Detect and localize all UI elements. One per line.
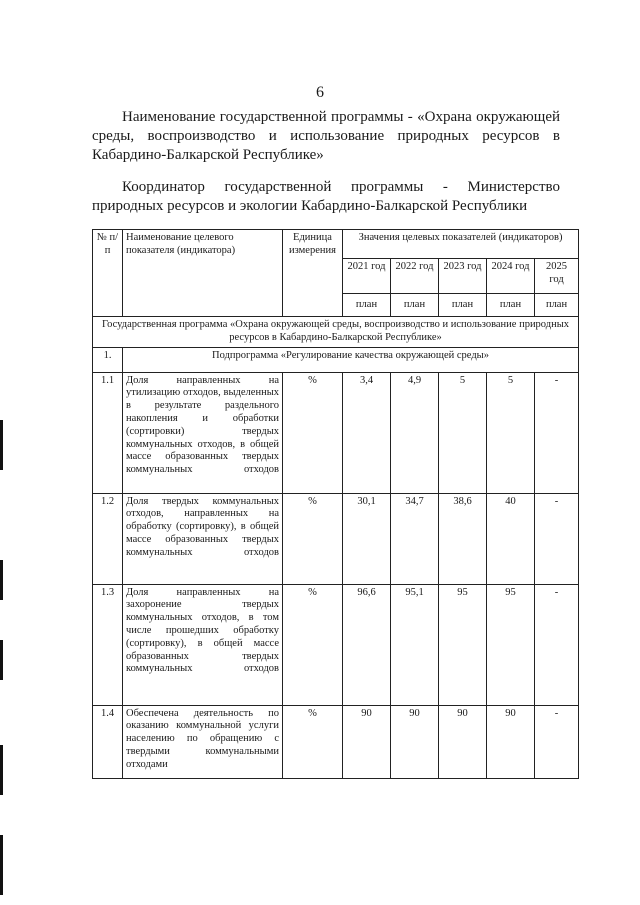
unit-cell: %	[283, 372, 343, 493]
subprogram-num: 1.	[93, 347, 123, 372]
scan-margin-mark	[0, 420, 3, 470]
header-year: 2025 год	[535, 259, 579, 294]
header-plan: план	[343, 294, 391, 317]
indicators-table	[92, 229, 579, 779]
table-row	[93, 705, 579, 778]
value-cell: 96,6	[343, 584, 391, 705]
program-row	[93, 317, 579, 348]
value-cell: -	[535, 372, 579, 493]
header-num: № п/п	[93, 230, 123, 317]
value-cell: 90	[391, 705, 439, 778]
scan-margin-mark	[0, 640, 3, 680]
table-row	[93, 372, 579, 493]
value-cell: 34,7	[391, 493, 439, 584]
row-num: 1.4	[93, 705, 123, 778]
unit-cell: %	[283, 493, 343, 584]
row-num: 1.1	[93, 372, 123, 493]
header-plan: план	[391, 294, 439, 317]
value-cell: -	[535, 584, 579, 705]
scan-margin-mark	[0, 560, 3, 600]
program-title: Государственная программа «Охрана окружающей среды, воспроизводство и использование природных ресурсов в Кабардино-Балкарской Республике»	[93, 317, 579, 348]
unit-cell: %	[283, 705, 343, 778]
value-cell: 38,6	[439, 493, 487, 584]
header-plan: план	[439, 294, 487, 317]
header-year: 2022 год	[391, 259, 439, 294]
table-row	[93, 493, 579, 584]
indicator-name: Обеспечена деятельность по оказанию коммунальной услуги населению по обращению с твердыми коммунальными отходами	[123, 705, 283, 778]
header-values: Значения целевых показателей (индикаторов)	[343, 230, 579, 259]
header-year: 2024 год	[487, 259, 535, 294]
header-year: 2021 год	[343, 259, 391, 294]
header-plan: план	[487, 294, 535, 317]
header-year: 2023 год	[439, 259, 487, 294]
subprogram-row	[93, 347, 579, 372]
unit-cell: %	[283, 584, 343, 705]
value-cell: 95	[439, 584, 487, 705]
value-cell: 4,9	[391, 372, 439, 493]
value-cell: 95	[487, 584, 535, 705]
coordinator-paragraph: Координатор государственной программы - Министерство природных ресурсов и экологии Кабардино-Балкарской Республики	[92, 179, 560, 214]
header-name: Наименование целевого показателя (индикатора)	[123, 230, 283, 317]
indicator-name: Доля направленных на захоронение твердых коммунальных отходов, в том числе прошедших обработку (сортировку), в общей массе образованных твердых коммунальных отходов	[123, 584, 283, 705]
header-plan: план	[535, 294, 579, 317]
scan-margin-mark	[0, 835, 3, 895]
scan-margin-mark	[0, 745, 3, 795]
subprogram-title: Подпрограмма «Регулирование качества окружающей среды»	[123, 347, 579, 372]
value-cell: -	[535, 493, 579, 584]
value-cell: 90	[487, 705, 535, 778]
value-cell: 95,1	[391, 584, 439, 705]
row-num: 1.2	[93, 493, 123, 584]
value-cell: 30,1	[343, 493, 391, 584]
header-row	[93, 230, 579, 259]
value-cell: 90	[343, 705, 391, 778]
value-cell: -	[535, 705, 579, 778]
page-number: 6	[316, 84, 324, 101]
value-cell: 40	[487, 493, 535, 584]
row-num: 1.3	[93, 584, 123, 705]
program-name-paragraph: Наименование государственной программы - «Охрана окружающей среды, воспроизводство и использование природных ресурсов в Кабардино-Балкарской Республике»	[92, 109, 560, 163]
value-cell: 5	[439, 372, 487, 493]
indicator-name: Доля твердых коммунальных отходов, направленных на обработку (сортировку), в общей массе образованных твердых коммунальных отходов	[123, 493, 283, 584]
indicator-name: Доля направленных на утилизацию отходов, выделенных в результате раздельного накопления и обработки (сортировки) твердых коммунальных отходов, в общей массе образованных твердых коммунальных отходов	[123, 372, 283, 493]
value-cell: 5	[487, 372, 535, 493]
header-unit: Единица измерения	[283, 230, 343, 317]
value-cell: 3,4	[343, 372, 391, 493]
table-row	[93, 584, 579, 705]
value-cell: 90	[439, 705, 487, 778]
